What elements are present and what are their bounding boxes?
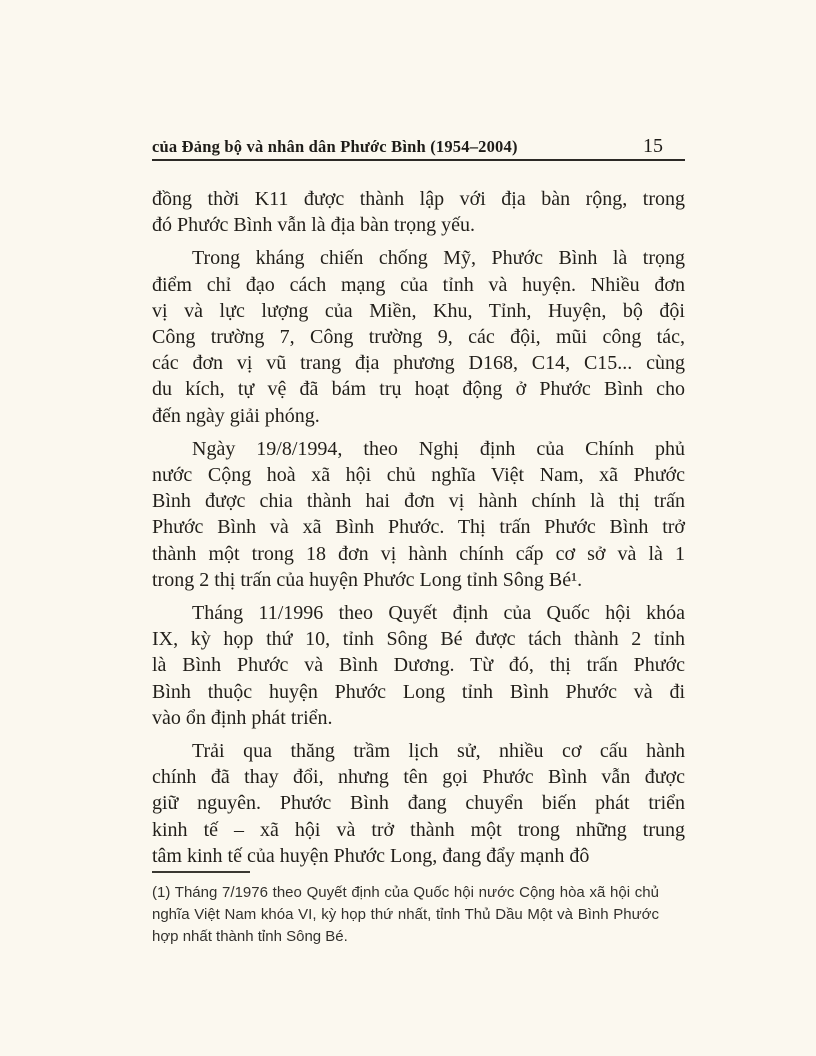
text-line: Tháng 11/1996 theo Quyết định của Quốc hội khóa (192, 602, 685, 625)
text-line: vào ổn định phát triển. (152, 706, 333, 729)
text-line: điểm chỉ đạo cách mạng của tỉnh và huyện. Nhiều đơn (152, 273, 685, 296)
footnote-line: hợp nhất thành tỉnh Sông Bé. (152, 928, 348, 946)
text-line: Trải qua thăng trầm lịch sử, nhiều cơ cấu hành (192, 740, 685, 763)
text-line: chính đã thay đổi, nhưng tên gọi Phước Bình vẫn được (152, 766, 685, 789)
text-line: nước Cộng hoà xã hội chủ nghĩa Việt Nam, xã Phước (152, 464, 685, 487)
text-line: đó Phước Bình vẫn là địa bàn trọng yếu. (152, 214, 476, 237)
text-line: đồng thời K11 được thành lập với địa bàn rộng, trong (152, 188, 685, 210)
text-line: các đơn vị vũ trang địa phương D168, C14, C15... cùng (152, 352, 685, 375)
footnote-line: (1) Tháng 7/1976 theo Quyết định của Quốc hội nước Cộng hòa xã hội chủ (152, 884, 659, 902)
paragraph (152, 436, 685, 593)
text-line: trong 2 thị trấn của huyện Phước Long tỉnh Sông Bé¹. (152, 568, 583, 591)
text-line: Bình thuộc huyện Phước Long tỉnh Bình Phước và đi (152, 680, 685, 703)
text-line: vị và lực lượng của Miền, Khu, Tỉnh, Huyện, bộ đội (152, 299, 685, 322)
text-line: Ngày 19/8/1994, theo Nghị định của Chính phủ (192, 437, 685, 460)
paragraph (152, 738, 685, 869)
text-line: IX, kỳ họp thứ 10, tỉnh Sông Bé được tách thành 2 tỉnh (152, 628, 685, 651)
footnote-line: nghĩa Việt Nam khóa VI, kỳ họp thứ nhất, tỉnh Thủ Dầu Một và Bình Phước (152, 906, 659, 924)
text-line: giữ nguyên. Phước Bình đang chuyển biến phát triển (152, 792, 685, 815)
running-header-title: của Đảng bộ và nhân dân Phước Bình (1954–2004) (152, 137, 518, 156)
footnote (152, 871, 685, 948)
paragraph (152, 245, 685, 428)
text-line: thành một trong 18 đơn vị hành chính cấp cơ sở và là 1 (152, 542, 685, 565)
text-line: du kích, tự vệ đã bám trụ hoạt động ở Phước Bình cho (152, 378, 685, 401)
page-content (152, 137, 685, 948)
paragraph (152, 186, 685, 238)
paragraph (152, 600, 685, 731)
text-line: Bình được chia thành hai đơn vị hành chính là thị trấn (152, 490, 685, 513)
text-line: tâm kinh tế của huyện Phước Long, đang đẩy mạnh đô (152, 844, 590, 867)
text-line: đến ngày giải phóng. (152, 404, 320, 427)
text-line: kinh tế – xã hội và trở thành một trong những trung (152, 818, 685, 841)
footnote-rule (152, 871, 250, 873)
text-line: Công trường 7, Công trường 9, các đội, mũi công tác, (152, 326, 685, 349)
text-line: Phước Bình và xã Bình Phước. Thị trấn Phước Bình trở (152, 516, 685, 539)
text-line: Trong kháng chiến chống Mỹ, Phước Bình là trọng (192, 247, 685, 270)
footnote-lines (152, 882, 685, 948)
running-header (152, 137, 685, 161)
body-paragraphs (152, 186, 685, 869)
text-line: là Bình Phước và Bình Dương. Từ đó, thị trấn Phước (152, 654, 685, 677)
page-number: 15 (643, 135, 663, 157)
